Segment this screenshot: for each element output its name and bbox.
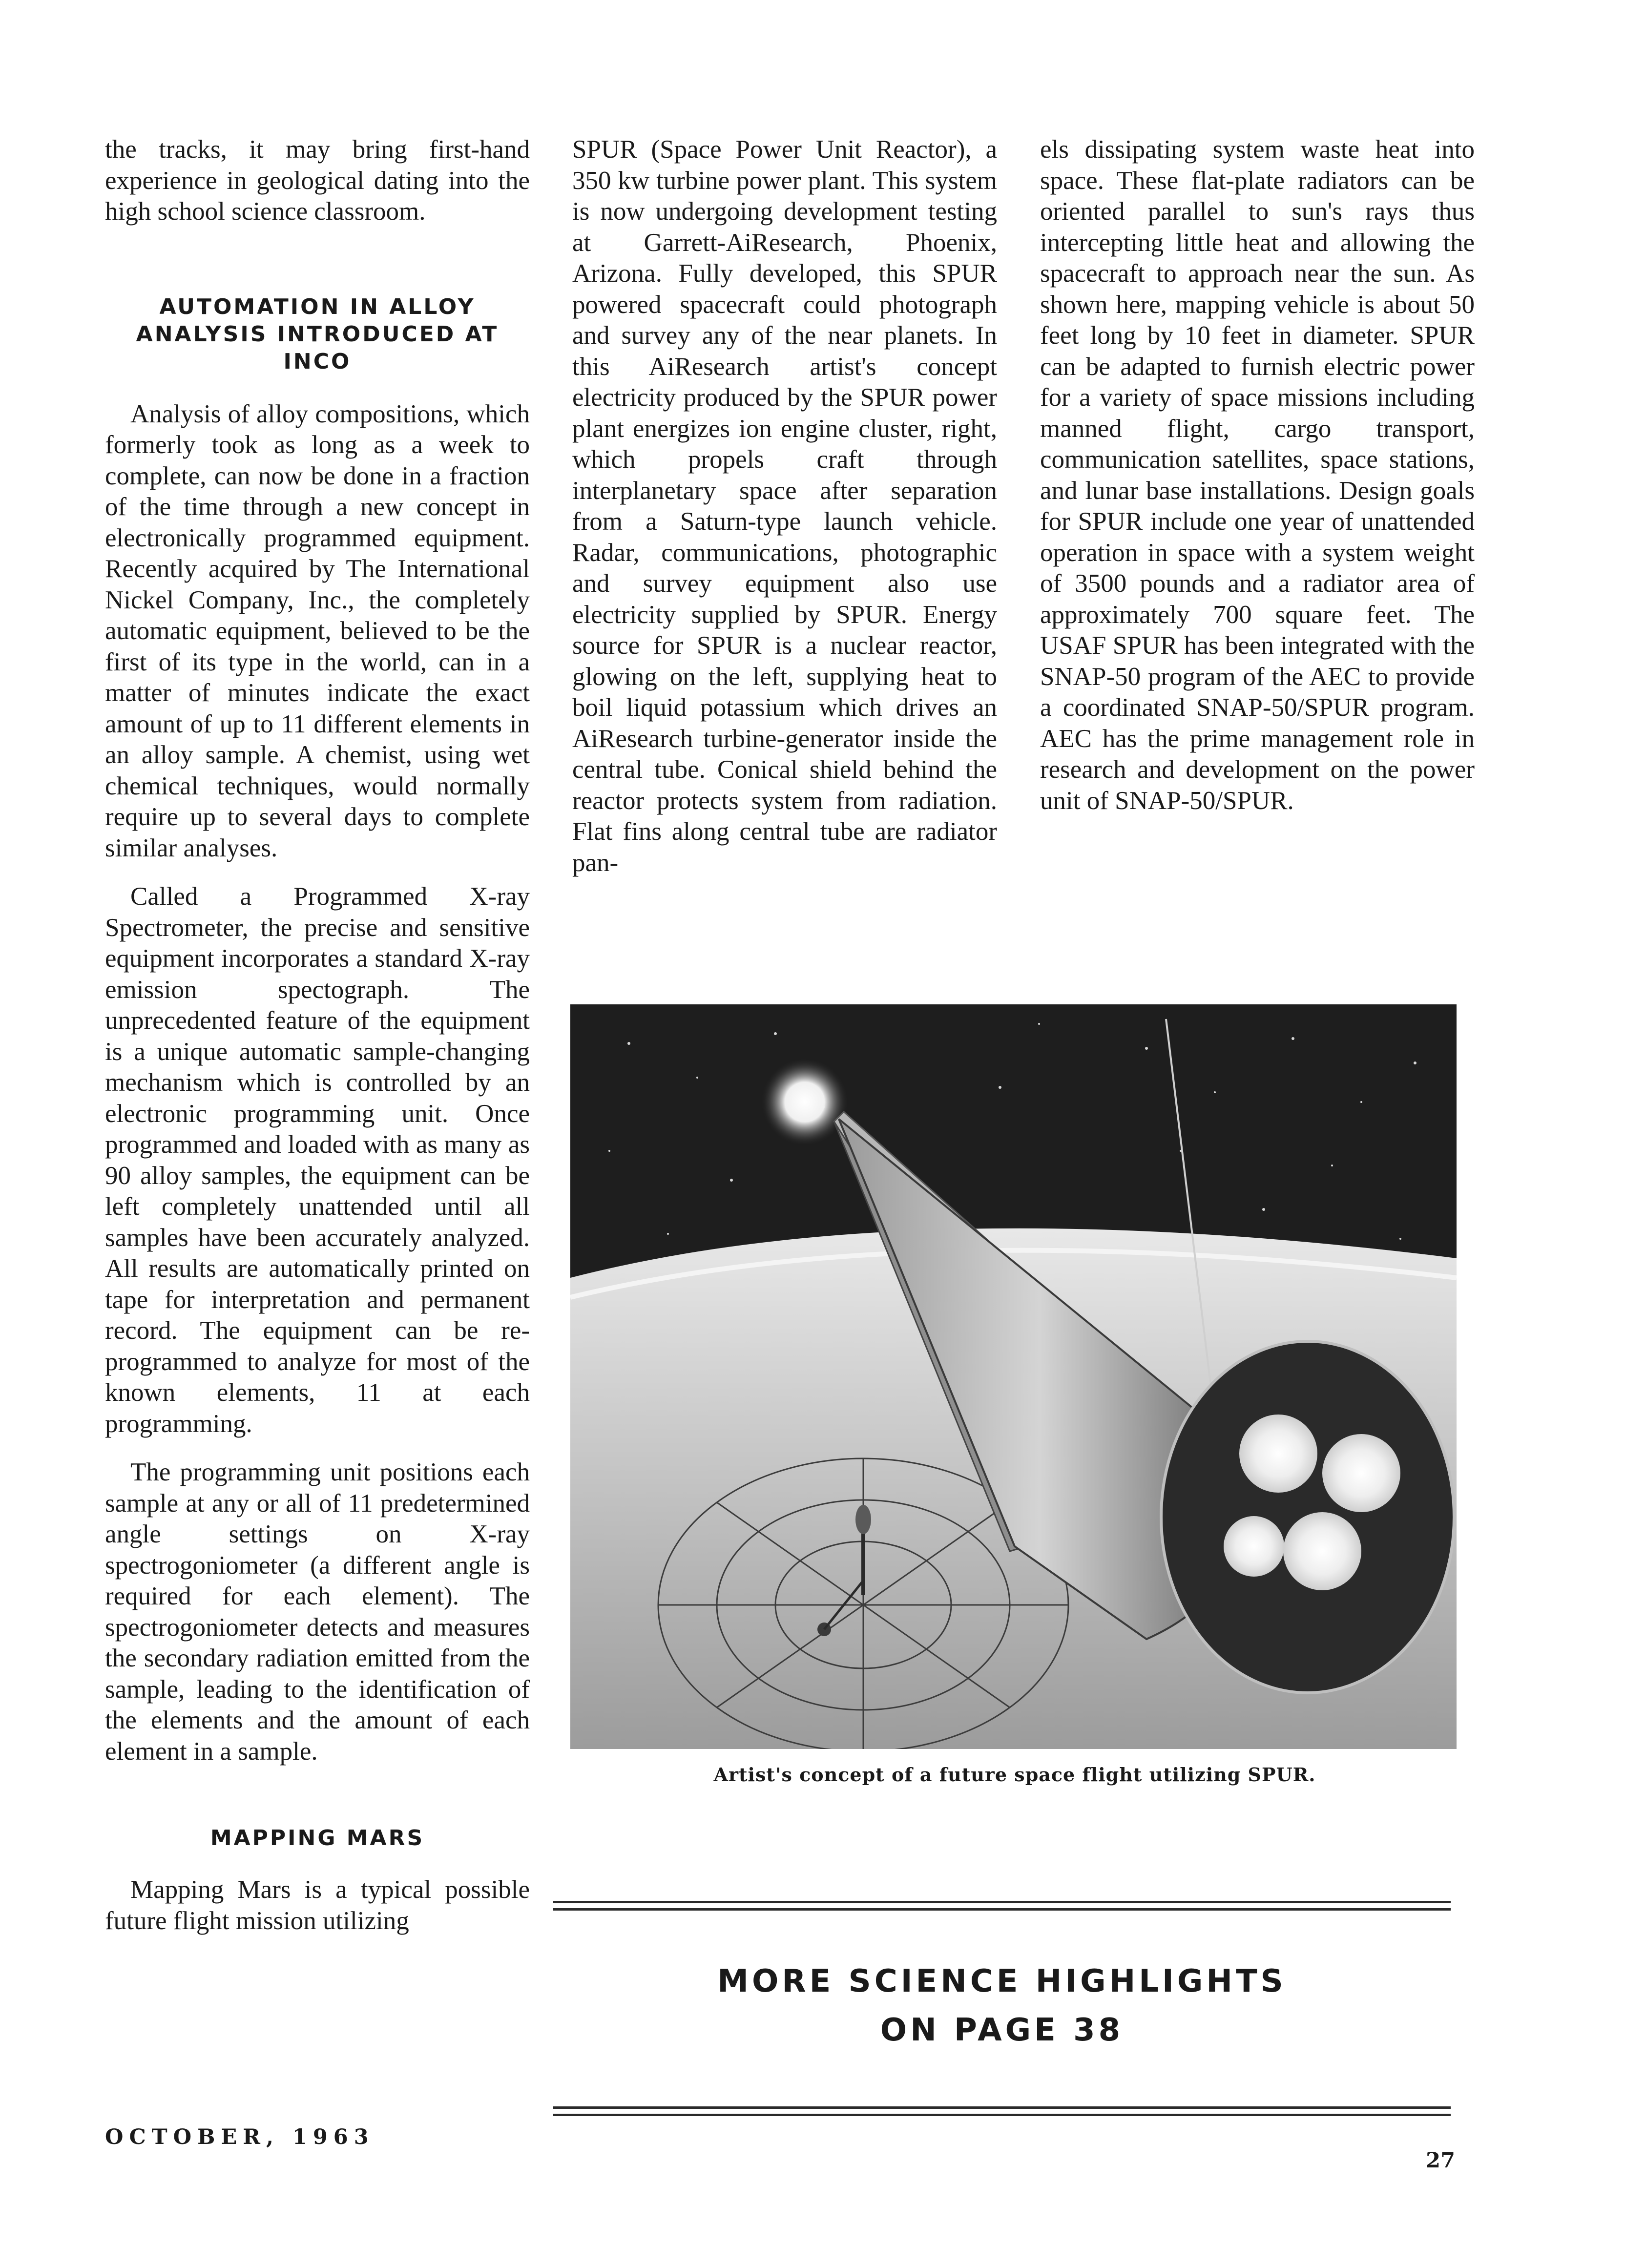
heading-mapping-mars: MAPPING MARS [210, 1826, 425, 1851]
rule-top-1 [553, 1901, 1451, 1903]
column1-para-1: Analysis of alloy compositions, which formerly took as long as a week to complete, can now be done in a fraction of the time through a new concept in electronically programmed equipment. Recently acquired by The International Nickel Company, Inc., the completely automatic equipment, believed to be the first of its type in the world, can in a matter of minutes indicate the exact amount of up to 11 different elements in an alloy sample. A chemist, using wet chemical techniques, would normally require up to several days to complete similar analyses. [105, 399, 530, 862]
ion-engine-2 [1322, 1434, 1400, 1512]
column3-text: els dissipating system waste heat into space. These flat-plate radiators can be oriented parallel to sun's rays thus intercepting little heat and allowing the spacecraft to approach near the sun. As shown here, mapping vehicle is about 50 feet long by 10 feet in diameter. SPUR can be adapted to furnish electric power for a variety of space missions including manned flight, cargo transport, communication satellites, space stations, and lunar base installations. Design goals for SPUR include one year of unattended operation in space with a system weight of 3500 pounds and a radiator area of approximately 700 square feet. The USAF SPUR has been integrated with the SNAP-50 program of the AEC to provide a coordinated SNAP-50/SPUR program. AEC has the prime management role in research and development on the power unit of SNAP-50/SPUR. [1040, 135, 1475, 815]
column1-para-4: Mapping Mars is a typical possible future flight mission utilizing [105, 1875, 530, 1935]
column-3 [1040, 134, 1475, 816]
ion-engine-3 [1283, 1512, 1361, 1590]
rule-top-2 [553, 1908, 1451, 1911]
spur-spacecraft-illustration [570, 1004, 1457, 1749]
column1-para-2: Called a Programmed X-ray Spectrometer, the precise and sensitive equipment incorporates a standard X-ray emission spectograph. The unprecedented feature of the equipment is a unique automatic sample-changing mechanism which is controlled by an electronic programming unit. Once programmed and loaded with as many as 90 alloy samples, the equipment can be left completely unattended until all samples have been accurately analyzed. All results are automatically printed on tape for interpretation and permanent record. The equipment can be re-programmed to analyze for most of the known elements, 11 at each programming. [105, 882, 530, 1438]
page-number: 27 [1426, 2148, 1455, 2173]
promo-line-1: MORE SCIENCE HIGHLIGHTS [717, 1963, 1287, 1999]
column-2 [572, 134, 997, 878]
more-highlights-promo [553, 1957, 1451, 2055]
promo-line-2: ON PAGE 38 [880, 2012, 1124, 2048]
reactor-glow [761, 1058, 849, 1146]
column1-intro: the tracks, it may bring first-hand experience in geological dating into the high school science classroom. [105, 135, 530, 226]
rule-bottom-2 [553, 2114, 1451, 2116]
ion-engine-1 [1239, 1415, 1317, 1493]
ion-engine-4 [1224, 1516, 1284, 1577]
heading-automation-alloy: AUTOMATION IN ALLOY ANALYSIS INTRODUCED AT INCO [136, 294, 499, 374]
column2-text: SPUR (Space Power Unit Reactor), a 350 kw turbine power plant. This system is now undergoing development testing at Garrett-AiResearch, Phoenix, Arizona. Fully developed, this SPUR powered spacecraft could photograph and survey any of the near planets. In this AiResearch artist's concept electricity produced by the SPUR power plant energizes ion engine cluster, right, which propels craft through interplanetary space after separation from a Saturn-type launch vehicle. Radar, communications, photographic and survey equipment also use electricity supplied by SPUR. Energy source for SPUR is a nuclear reactor, glowing on the left, supplying heat to boil liquid potassium which drives an AiResearch turbine-generator inside the central tube. Conical shield behind the reactor protects system from radiation. Flat fins along central tube are radiator pan- [572, 135, 997, 877]
figure-caption: Artist's concept of a future space flight utilizing SPUR. [713, 1764, 1316, 1786]
illustration-art [570, 1004, 1457, 1749]
column-1 [105, 134, 530, 1936]
column1-para-3: The programming unit positions each sample at any or all of 11 predetermined angle settings on X-ray spectrogoniometer (a different angle is required for each element). The spectrogoniometer detects and measures the secondary radiation emitted from the sample, leading to the identification of the elements and the amount of each element in a sample. [105, 1458, 530, 1766]
footer-date: OCTOBER, 1963 [105, 2125, 375, 2149]
rule-bottom-1 [553, 2106, 1451, 2109]
